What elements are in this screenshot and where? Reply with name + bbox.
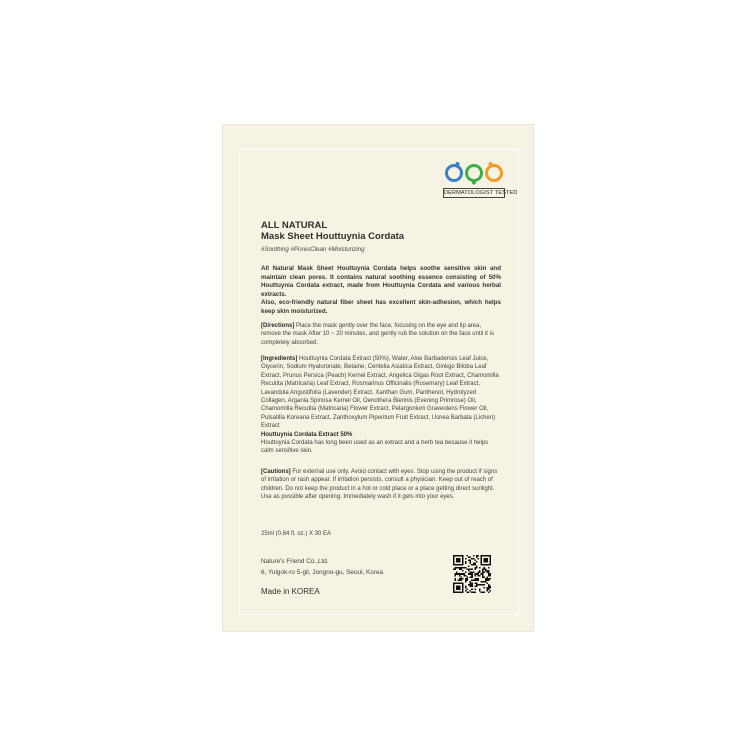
product-name [261, 220, 501, 242]
cautions-text: For external use only. Avoid contact with eyes. Stop using the product if signs of irritation or rash appear. If irritation persists, consult a physician. Keep out of reach of children. Do not keep the product in a hot or cold place or a place getting direct sunlight. Use as possible after opening. Immediately wash if it gets into your eyes. [261, 469, 498, 501]
intro-text [261, 265, 501, 317]
manufacturer [261, 556, 383, 578]
directions-section [261, 322, 501, 347]
ingredients-text: Houttuynia Cordata Extract (50%), Water, Aloe Barbadensis Leaf Juice, Glycerin, Sodium Hyaluronate, Betaine, Centella Asiatica Extract, Ginkgo Biloba Leaf Extract, Prunus Persica (Peach) Kernel Extract, Angelica Gigas Root Extract, Chamomilla Recutita (Matricaria) Leaf Extract, Rosmarinus Officinalis (Rosemary) Leaf Extract, Lavandula Angustifolia (Lavender) Extract, Xanthan Gum, Panthenol, Hydrolyzed Collagen, Argania Spinosa Kernel Oil, Oenothera Biennis (Evening Primrose) Oil, Chamomilla Recutita (Matricaria) Flower Extract, Pelargonium Graveolens Flower Oil, Pulsatilla Koreana Extract, Zanthoxylum Piperitum Fruit Extract, Usnea Barbata (Lichen) Extract [261, 356, 499, 430]
quantity: 25ml (0.84 fl. oz.) X 30 EA [261, 531, 332, 537]
manufacturer-address: 6, Yulgok-ro 5-gil, Jongno-gu, Seoul, Korea [261, 569, 384, 576]
hashtags: #Soothing #PoresClean #Moisturizing [261, 246, 365, 253]
cautions-label: [Cautions] [261, 469, 291, 475]
directions-text: Place the mask gently over the face, focusing on the eye and lip area, remove the mask After 10 ~ 20 minutes, and gently rub the solution on the face until it is completely absorbed. [261, 323, 494, 346]
intro-paragraph-1: All Natural Mask Sheet Houttuynia Cordata helps soothe sensitive skin and maintain clean pores. It contains natural soothing essence consisting of 50% Houttuynia Cordata extract, made from Houttuynia Cordata and various herbal extracts. [261, 265, 501, 298]
cautions-section [261, 468, 501, 502]
dermatologist-tested-label: DERMATOLOGIST TESTED [444, 190, 518, 196]
label-panel [239, 149, 519, 615]
product-line-2: Mask Sheet Houttuynia Cordata [261, 231, 405, 242]
directions-label: [Directions] [261, 323, 295, 329]
mask-sheet-package [222, 124, 534, 632]
qr-code-icon [453, 555, 491, 593]
product-line-1: ALL NATURAL [261, 220, 328, 231]
ingredients-section [261, 355, 501, 456]
key-ingredient-text: Houttuynia Cordata has long been used as an extract and a herb tea because it helps calm sensitive skin. [261, 440, 489, 455]
country-of-origin: Made in KOREA [261, 587, 320, 596]
key-ingredient-title: Houttuynia Cordata Extract 50% [261, 431, 353, 438]
badge-rings-icon [443, 160, 505, 186]
intro-paragraph-2: Also, eco-friendly natural fiber sheet has excellent skin-adhesion, which helps keep skin moisturized. [261, 299, 501, 315]
dermatologist-badge [443, 160, 518, 198]
ingredients-label: [Ingredients] [261, 356, 298, 362]
manufacturer-name: Nature's Friend Co.,Ltd. [261, 558, 329, 565]
